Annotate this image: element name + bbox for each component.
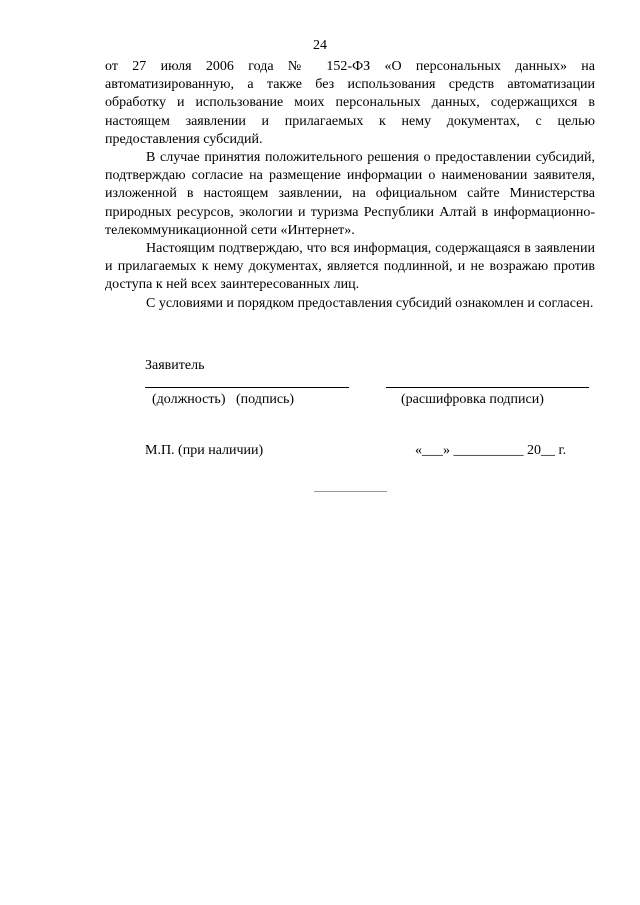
page-number: 24 [313,38,327,53]
applicant-label: Заявитель [145,358,205,373]
paragraph-consent-personal-data: от 27 июля 2006 года № 152-ФЗ «О персональных данных» на автоматизированную, а также без использования средств автоматизации обработку и использование моих персональных данных, содержащихся в настоящем заявлении и прилагаемых к нему документах, с целью предоставления субсидий. [105,59,595,147]
paragraph-terms-agreement: С условиями и порядком предоставления субсидий ознакомлен и согласен. [146,295,594,311]
paragraph-authenticity: Настоящим подтверждаю, что вся информация, содержащаяся в заявлении и прилагаемых к нему документах, является подлинной, и не возражаю против доступа к ней всех заинтересованных лиц. [105,241,595,293]
signature-line-right [386,387,589,388]
end-of-document-rule [314,491,387,492]
document-body [105,58,595,313]
paragraph-consent-publication: В случае принятия положительного решения о предоставлении субсидий, подтверждаю согласие на размещение информации о наименовании заявителя, изложенной в настоящем заявлении, на официальном сайте Министерства природных ресурсов, экологии и туризма Республики Алтай в информационно-телекоммуникационной сети «Интернет». [105,150,595,238]
position-signature-caption: (должность) (подпись) [152,392,295,407]
signature-decoding-caption: (расшифровка подписи) [401,392,544,407]
stamp-label: М.П. (при наличии) [145,443,264,458]
date-field: «___» __________ 20__ г. [415,443,567,458]
signature-line-left [145,387,349,388]
